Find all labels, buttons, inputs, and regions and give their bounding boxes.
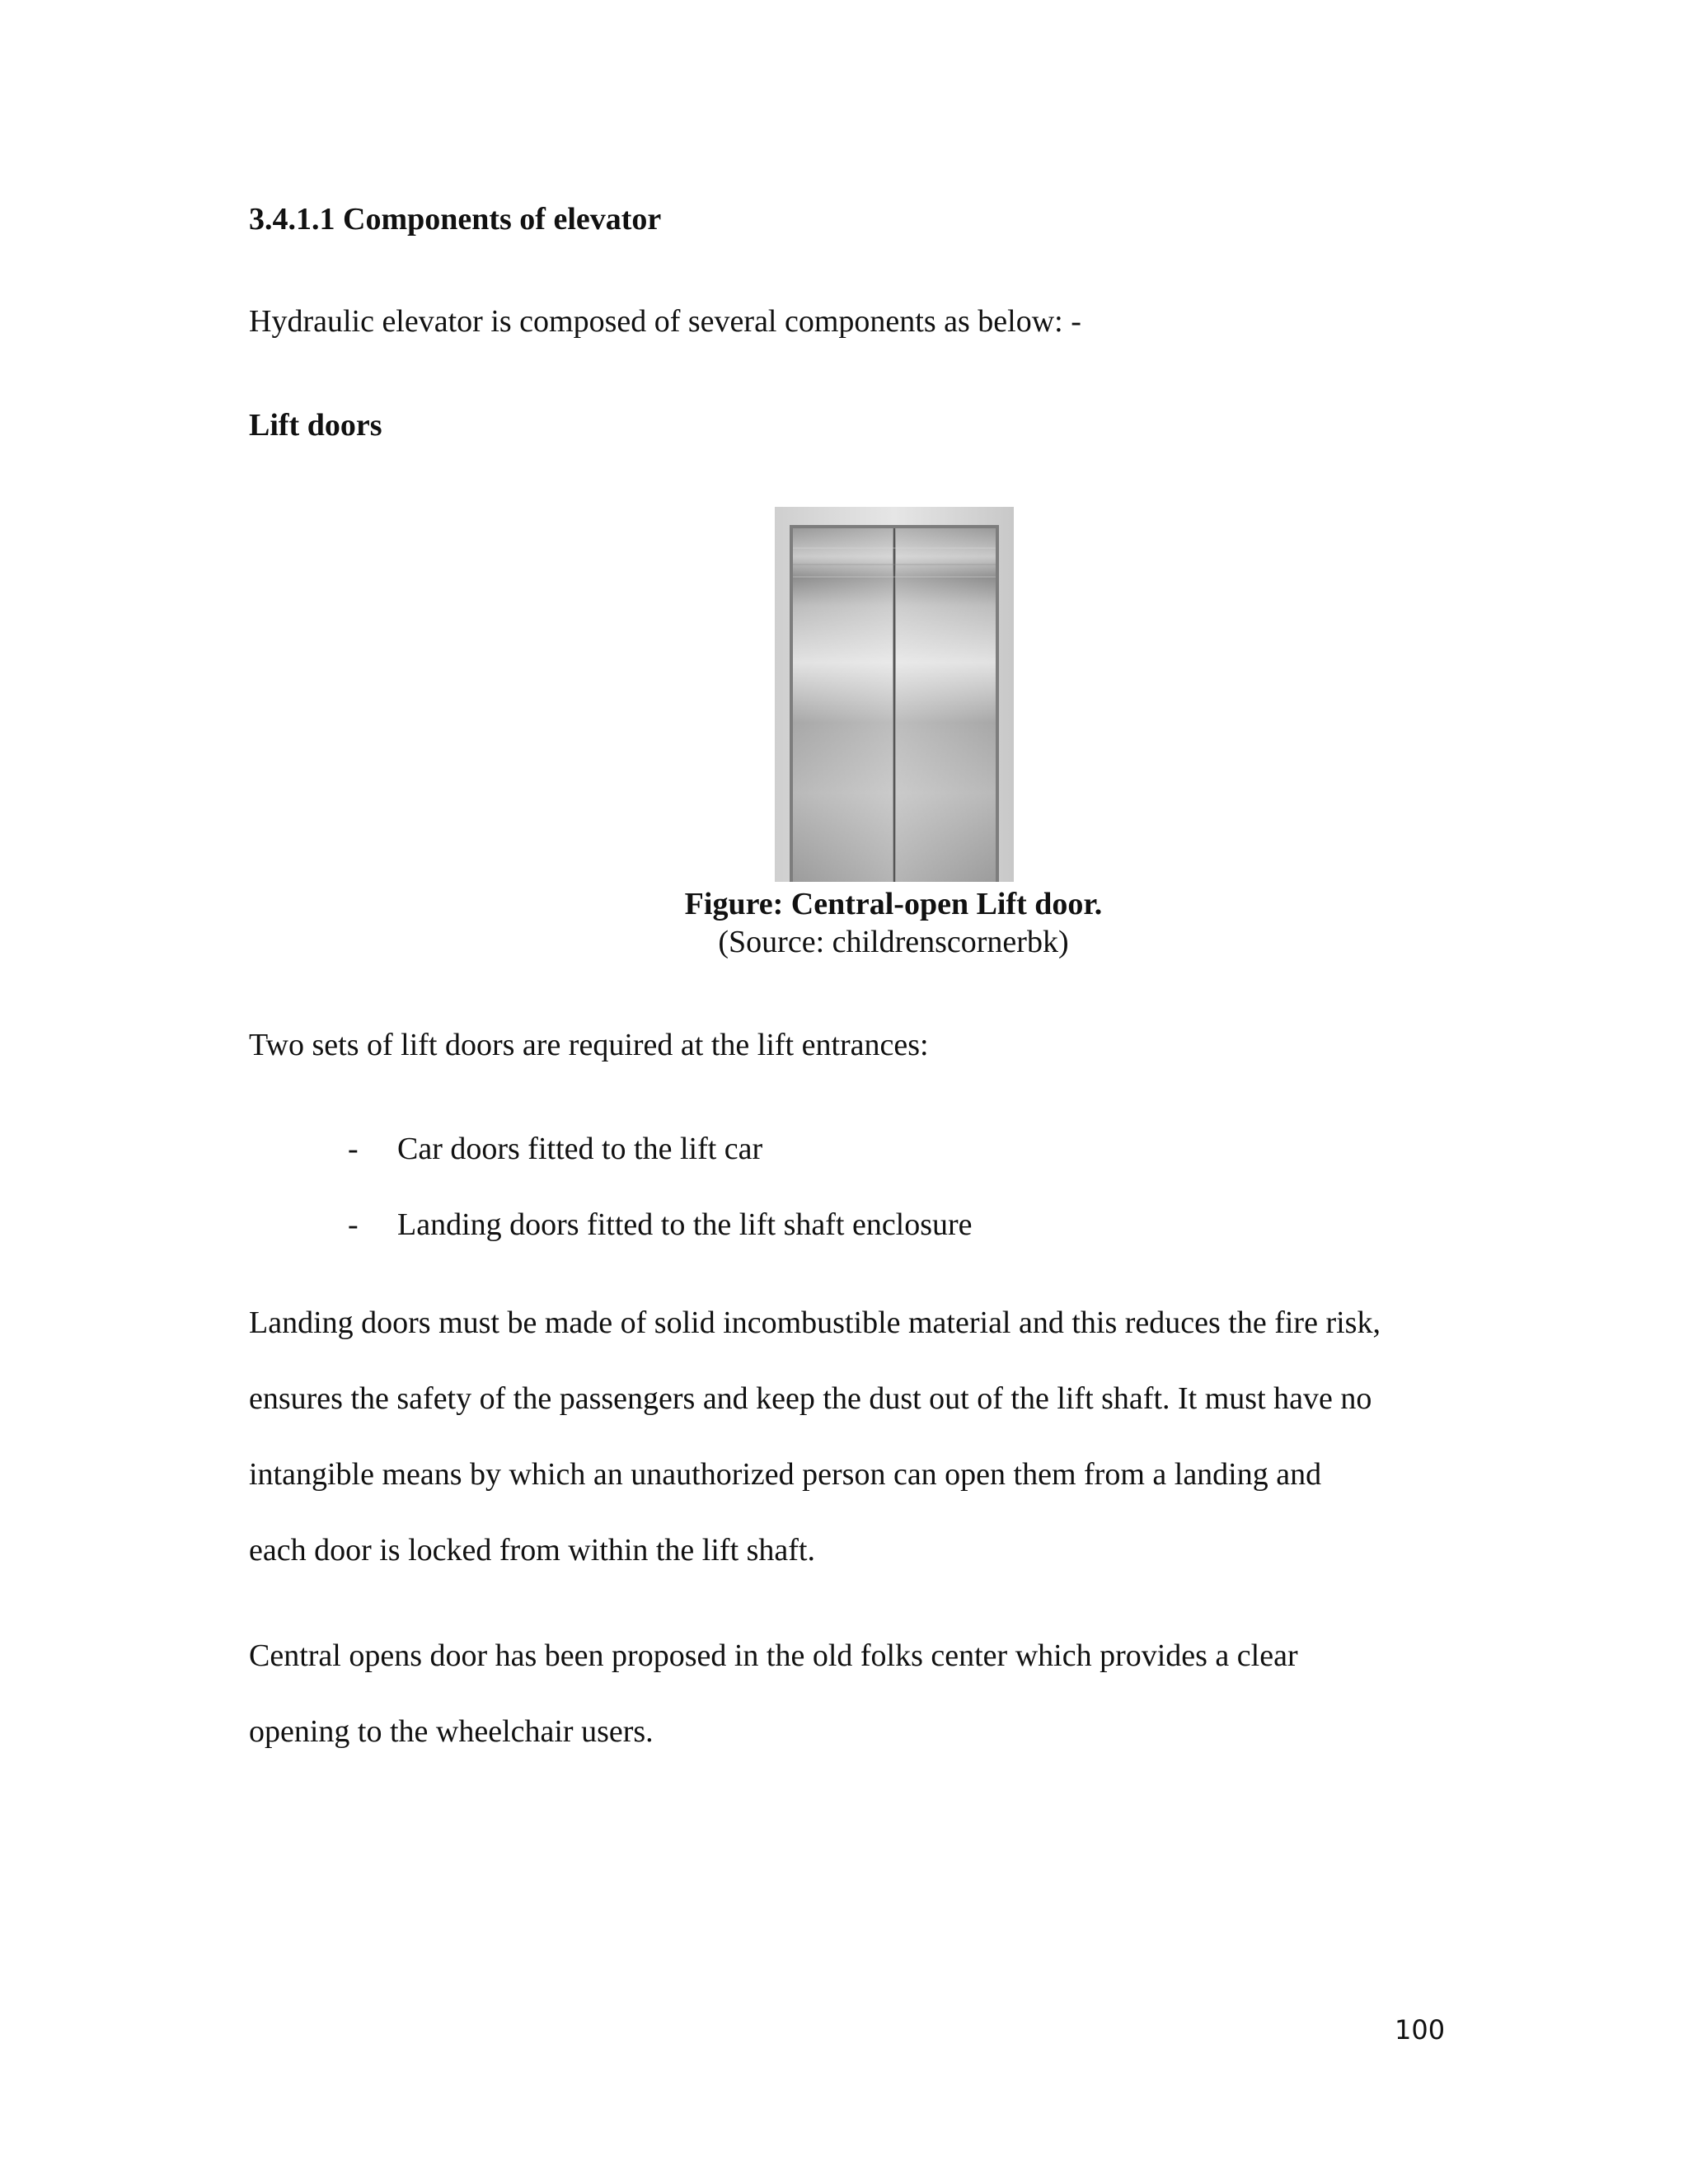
paragraph-line: ensures the safety of the passengers and keep the dust out of the lift shaft. It must have no — [249, 1381, 1372, 1416]
bullet-marker: - — [348, 1207, 359, 1242]
bullet-marker: - — [348, 1132, 359, 1166]
paragraph-line: opening to the wheelchair users. — [249, 1714, 654, 1749]
figure-caption-title: Figure: Central-open Lift door. — [684, 887, 1103, 921]
page-number: 100 — [1395, 2014, 1446, 2046]
paragraph-line: Landing doors must be made of solid incombustible material and this reduces the fire risk, — [249, 1305, 1381, 1340]
figure-caption-source: (Source: childrenscornerbk) — [718, 925, 1069, 959]
lead-paragraph: Two sets of lift doors are required at the lift entrances: — [249, 1028, 929, 1062]
paragraph-line: Central opens door has been proposed in the old folks center which provides a clear — [249, 1638, 1298, 1673]
paragraph-line: intangible means by which an unauthorized person can open them from a landing and — [249, 1457, 1322, 1492]
elevator-door-image — [775, 507, 1014, 882]
list-item: Car doors fitted to the lift car — [397, 1132, 763, 1166]
intro-text: Hydraulic elevator is composed of several components as below: - — [249, 304, 1081, 339]
paragraph-line: each door is locked from within the lift shaft. — [249, 1533, 815, 1568]
list-item: Landing doors fitted to the lift shaft enclosure — [397, 1207, 973, 1242]
subheading-lift-doors: Lift doors — [249, 408, 382, 443]
section-heading: 3.4.1.1 Components of elevator — [249, 202, 662, 237]
